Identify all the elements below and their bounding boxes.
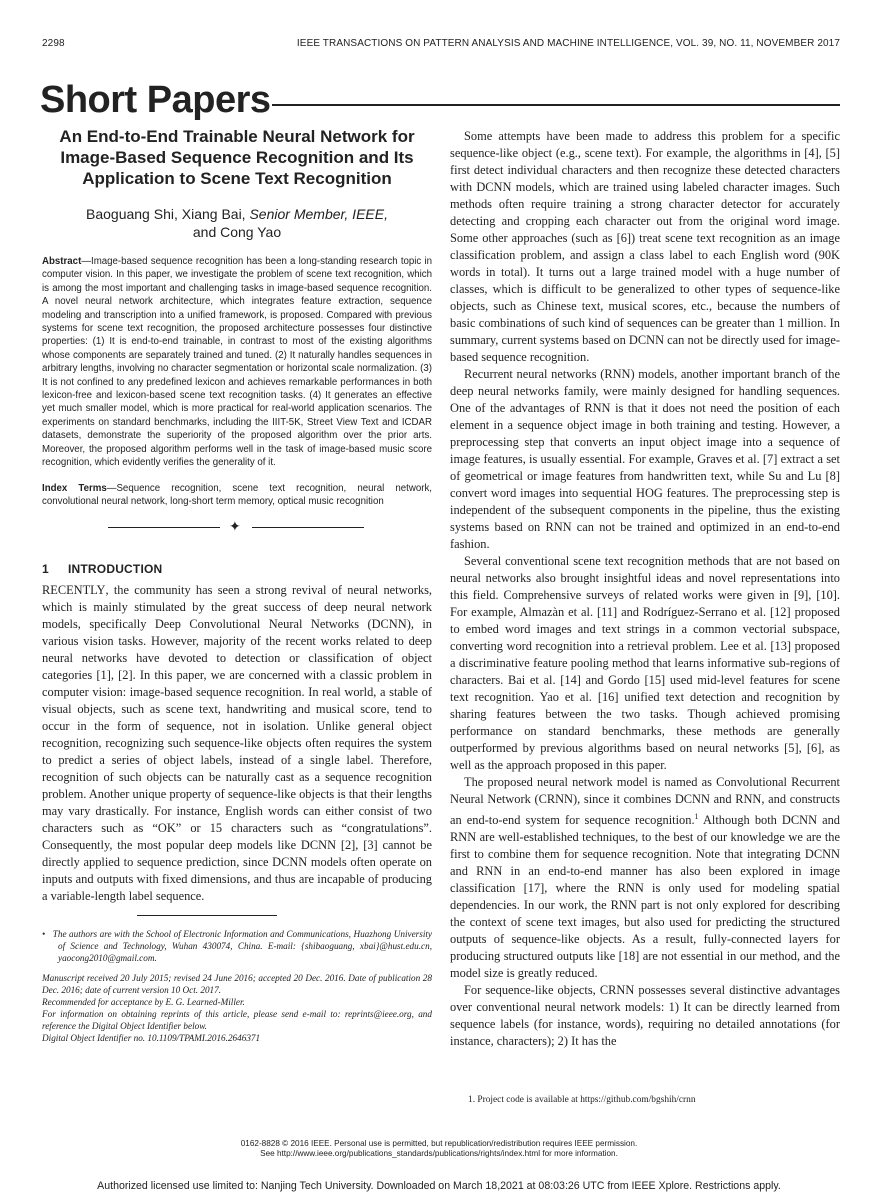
abstract [42, 255, 432, 470]
index-terms [42, 482, 432, 509]
index-terms-label: Index Terms [42, 482, 107, 494]
left-column [42, 126, 432, 1044]
footnote-manuscript [42, 972, 432, 1044]
footnote-marker: 1 [694, 812, 699, 821]
intro-first-word: RECENTLY [42, 583, 106, 598]
section-number: 1 [42, 562, 49, 577]
right-paragraph-2: Recurrent neural networks (RNN) models, another important branch of the deep neural networks family, were mainly designed for handling sequences. One of the advantages of RNN is that it does not need the position of each element in a sequence object image in both training and testing. However, a preprocessing step that converts an input object image into a sequence of image features, is usually essential. For example, Graves et al. [7] extract a set of geometrical or image features from handwritten text, while Su and Lu [8] convert word images into sequential HOG features. The preprocessing step is independent of the subsequent components in the pipeline, thus the existing systems based on RNN can not be trained and optimized in an end-to-end fashion. [450, 367, 840, 551]
copyright-line-2: See http://www.ieee.org/publications_standards/publications/rights/index.html for more information. [260, 1149, 618, 1158]
section-title: Short Papers [40, 79, 271, 121]
affiliation-text: The authors are with the School of Electronic Information and Communications, Huazhong University of Science and Technology, Wuhan 430074, China. E-mail: {shibaoguang, xbai}@hust.edu.cn, yaocong2010@gmail.com. [52, 929, 433, 964]
separator-line-right [252, 527, 364, 528]
footnote-rule [137, 915, 277, 916]
right-paragraph-3: Several conventional scene text recognition methods that are not based on neural networks also brought insightful ideas and novel representations into this field. Comprehensive surveys of related works were given in [9], [10]. For example, Almazàn et al. [11] and Rodríguez-Serrano et al. [12] proposed to embed word images and text strings in a common vectorial subspace, converting word recognition into a retrieval problem. Lee et al. [13] proposed a discriminative feature pooling method that learns informative sub-regions of characters. Bai et al. [14] and Gordo [15] used mid-level features for scene text recognition. Yao et al. [16] unified text detection and recognition by sharing features between the two tasks. Though achieved promising performance on standard benchmarks, these methods are generally outperformed by previous algorithms based on neural networks [5], [6], as well as the approach proposed in this paper. [450, 554, 840, 772]
doi-text: Digital Object Identifier no. 10.1109/TPAMI.2016.2646371 [42, 1033, 261, 1044]
abstract-label: Abstract [42, 256, 82, 267]
separator-line-left [108, 527, 220, 528]
section-separator [42, 518, 432, 538]
footnote-affiliation: • The authors are with the School of Electronic Information and Communications, Huazhong University of Science and Technology, Wuhan 430074, China. E-mail: {shibaoguang, xbai}@hust.edu.cn, yaocong2010@gmail.com. [42, 929, 433, 964]
p4-text-a: The proposed neural network model is named as Convolutional Recurrent Neural Network (CRNN), since it combines DCNN and RNN, and constructs an end-to-end system for sequence recognition. [450, 775, 840, 828]
right-paragraph-5: For sequence-like objects, CRNN possesses several distinctive advantages over conventional neural network models: 1) It can be directly learned from sequence labels (for instance, words), requiring no detailed annotations (for instance, characters); 2) It has the [450, 983, 840, 1049]
copyright-line-1: 0162-8828 © 2016 IEEE. Personal use is permitted, but republication/redistribution requires IEEE permission. [240, 1139, 638, 1148]
journal-header: IEEE TRANSACTIONS ON PATTERN ANALYSIS AND MACHINE INTELLIGENCE, VOL. 39, NO. 11, NOVEMBER 2017 [296, 38, 840, 49]
copyright-notice [0, 1139, 878, 1159]
reprints-text: For information on obtaining reprints of this article, please send e-mail to: reprints@ieee.org, and reference the Digital Object Identifier below. [42, 1009, 432, 1032]
authors [42, 205, 432, 241]
intro-text: , the community has seen a strong revival of neural networks, which is mainly stimulated by the great success of deep neural network models, specifically Deep Convolutional Neural Networks (DCNN), in various vision tasks. However, majority of the recent works related to deep neural networks have devoted to detection or classification of object categories [1], [2]. In this paper, we are concerned with a classic problem in computer vision: image-based sequence recognition. In real world, a stable of visual objects, such as scene text, handwriting and musical score, tend to occur in the form of sequence, not in isolation. Unlike general object recognition, recognizing such sequence-like objects often requires the system to predict a series of object labels, instead of a single label. Therefore, recognition of such objects can be naturally cast as a sequence recognition problem. Another unique property of sequence-like objects is that their lengths may vary drastically. For instance, English words can either consist of two characters such as “OK” or 15 characters such as “congratulations”. Consequently, the most popular deep models like DCNN [2], [3] cannot be directly applied to sequence prediction, since DCNN models often operate on inputs and outputs with fixed dimensions, and thus are incapable of producing a variable-length label sequence. [42, 583, 432, 904]
title-rule [272, 104, 840, 106]
manuscript-text: Manuscript received 20 July 2015; revised 24 June 2016; accepted 20 Dec. 2016. Date of publication 28 Dec. 2016; date of current version 10 Oct. 2017. [42, 973, 432, 996]
abstract-text: —Image-based sequence recognition has been a long-standing research topic in computer vision. In this paper, we investigate the problem of scene text recognition, which is among the most important and challenging tasks in image-based sequence recognition. A novel neural network architecture, which integrates feature extraction, sequence modeling and transcription into a unified framework, is proposed. Compared with previous systems for scene text recognition, the proposed architecture possesses four distinctive properties: (1) It is end-to-end trainable, in contrast to most of the existing algorithms whose components are separately trained and tuned. (2) It naturally handles sequences in arbitrary lengths, involving no character segmentation or horizontal scale normalization. (3) It is not confined to any predefined lexicon and achieves remarkable performances in both lexicon-free and lexicon-based scene text recognition tasks. (4) It generates an effective yet much smaller model, which is more practical for real-world application scenarios. The experiments on standard benchmarks, including the IIIT-5K, Street View Text and ICDAR datasets, demonstrate the superiority of the proposed algorithm over the prior arts. Moreover, the proposed algorithm performs well in the task of image-based music score recognition, which evidently verifies the generality of it. [42, 256, 432, 469]
recommended-text: Recommended for acceptance by E. G. Learned-Miller. [42, 997, 245, 1008]
page-number: 2298 [42, 38, 65, 49]
section-heading-text: INTRODUCTION [68, 562, 163, 577]
intro-paragraph [42, 582, 432, 905]
authors-names: Baoguang Shi, Xiang Bai, [86, 206, 250, 222]
right-column [450, 128, 840, 1050]
introduction-body [42, 582, 432, 905]
separator-diamond-icon: ✦ [229, 518, 241, 535]
authorization-footer: Authorized licensed use limited to: Nanjing Tech University. Downloaded on March 18,2021 at 08:03:26 UTC from IEEE Xplore. Restrictions apply. [97, 1180, 781, 1192]
footnote-project-code: 1. Project code is available at https://github.com/bgshih/crnn [468, 1095, 696, 1105]
authors-role: Senior Member, IEEE, [249, 206, 388, 222]
right-paragraph-1: Some attempts have been made to address this problem for a specific sequence-like object (e.g., scene text). For example, the algorithms in [4], [5] first detect individual characters and then recognize these detected characters with DCNN models, which are trained using labeled character images. Such methods often require training a strong character detector for accurately detecting and cropping each character out from the original word image. Some other approaches (such as [6]) treat scene text recognition as an image classification problem, and assign a class label to each English word (90K words in total). It turns out a large trained model with a huge number of classes, which is difficult to be generalized to other types of sequence-like objects, such as Chinese text, musical scores, etc., because the numbers of basic combinations of such kind of sequences can be greater than 1 million. In summary, current systems based on DCNN can not be directly used for image-based sequence recognition. [450, 129, 840, 364]
index-terms-text: —Sequence recognition, scene text recognition, neural network, convolutional neural network, long-short term memory, optical music recognition [42, 482, 432, 507]
introduction-heading [42, 562, 432, 576]
right-paragraph-4 [450, 774, 840, 982]
authors-names-2: and Cong Yao [192, 224, 282, 240]
p4-text-b: Although both DCNN and RNN are well-established techniques, to the best of our knowledge we are the first to combine them for sequence recognition. Note that integrating DCNN and RNN in an end-to-end manner has also been explored in image classification [17], where the RNN is only used for modeling spatial dependencies. In our work, the RNN part is not only explored for describing the context of scene text images, but also used for predicting the structured outputs of sequence-like objects. As a result, fully-connected layers for producing structured outputs like [18] are not essential in our method, and the model size is greatly reduced. [450, 813, 841, 981]
paper-title: An End-to-End Trainable Neural Network for Image-Based Sequence Recognition and Its Application to Scene Text Recognition [59, 127, 415, 188]
